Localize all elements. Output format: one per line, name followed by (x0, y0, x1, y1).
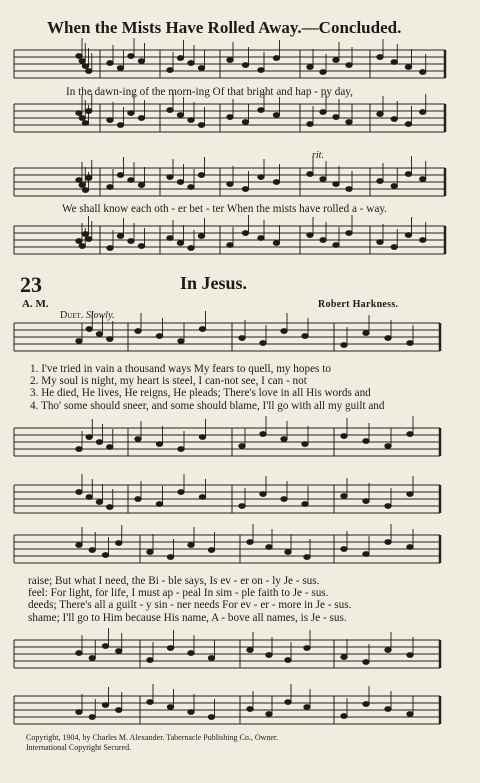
notehead (198, 173, 204, 178)
notehead (102, 644, 108, 649)
lyric-line-1: In the dawn-ing of the morn-ing Of that bright and hap - py day, (66, 86, 353, 98)
notehead (208, 656, 214, 661)
notehead (385, 707, 391, 712)
notehead (156, 442, 162, 447)
notehead (117, 66, 123, 71)
notehead (391, 117, 397, 122)
notehead (89, 715, 95, 720)
notehead (346, 231, 352, 236)
notehead (333, 115, 339, 120)
notehead (117, 173, 123, 178)
notehead (79, 116, 85, 121)
notehead (198, 123, 204, 128)
copyright-line: International Copyright Secured. (26, 742, 132, 752)
notehead (227, 182, 233, 187)
continued-title: When the Mists Have Rolled Away.—Concluded. (47, 18, 402, 37)
notehead (407, 653, 413, 658)
notehead (341, 714, 347, 719)
copyright-notice (26, 733, 278, 752)
notehead (116, 541, 122, 546)
notehead (307, 233, 313, 238)
stanza-line: 1. I've tried in vain a thousand ways My fears to quell, my hopes to (30, 363, 331, 375)
notehead (178, 490, 184, 495)
notehead (167, 705, 173, 710)
notehead (147, 658, 153, 663)
notehead (107, 61, 113, 66)
notehead (281, 497, 287, 502)
notehead (188, 61, 194, 66)
notehead (281, 329, 287, 334)
notehead (307, 172, 313, 177)
notehead (79, 183, 85, 188)
notehead (107, 337, 113, 342)
notehead (76, 710, 82, 715)
notehead (116, 708, 122, 713)
notehead (377, 240, 383, 245)
lyric-line-2: We shall know each oth - er bet - ter When the mists have rolled a - way. (62, 203, 387, 215)
notehead (178, 447, 184, 452)
notehead (76, 239, 82, 244)
notehead (405, 122, 411, 127)
notehead (227, 243, 233, 248)
notehead (86, 237, 92, 242)
notehead (128, 239, 134, 244)
notehead (320, 238, 326, 243)
notehead (239, 444, 245, 449)
notehead (227, 58, 233, 63)
notehead (407, 432, 413, 437)
notehead (117, 123, 123, 128)
notehead (260, 492, 266, 497)
stanza-line: deeds; There's all a guilt - y sin - ner needs For ev - er - more in Je - sus. (28, 599, 352, 612)
notehead (199, 495, 205, 500)
notehead (247, 648, 253, 653)
tempo-mark-rit: rit. (312, 150, 324, 161)
notehead (138, 183, 144, 188)
notehead (304, 646, 310, 651)
notehead (128, 178, 134, 183)
stanza-line: 2. My soul is night, my heart is steel, I can-not see, I can - not (30, 375, 307, 388)
notehead (76, 339, 82, 344)
notehead (341, 655, 347, 660)
notehead (302, 442, 308, 447)
notehead (76, 111, 82, 116)
notehead (86, 69, 92, 74)
notehead (346, 187, 352, 192)
notehead (76, 54, 82, 59)
notehead (307, 65, 313, 70)
stanza-block-1 (30, 363, 385, 412)
notehead (208, 715, 214, 720)
notehead (346, 120, 352, 125)
notehead (346, 63, 352, 68)
notehead (177, 56, 183, 61)
notehead (258, 175, 264, 180)
notehead (89, 656, 95, 661)
notehead (117, 234, 123, 239)
notehead (89, 548, 95, 553)
notehead (285, 700, 291, 705)
notehead (363, 702, 369, 707)
notehead (285, 658, 291, 663)
notehead (76, 178, 82, 183)
notehead (177, 113, 183, 118)
notehead (76, 543, 82, 548)
notehead (199, 435, 205, 440)
notehead (208, 548, 214, 553)
notehead (167, 555, 173, 560)
notehead (302, 502, 308, 507)
notehead (96, 332, 102, 337)
notehead (227, 115, 233, 120)
notehead (407, 341, 413, 346)
notehead (96, 440, 102, 445)
notehead (273, 241, 279, 246)
notehead (107, 118, 113, 123)
notehead (107, 505, 113, 510)
hymn-title: In Jesus. (180, 273, 248, 293)
notehead (102, 553, 108, 558)
notehead (391, 184, 397, 189)
notehead (260, 341, 266, 346)
notehead (147, 700, 153, 705)
notehead (239, 504, 245, 509)
notehead (86, 176, 92, 181)
notehead (304, 705, 310, 710)
notehead (363, 331, 369, 336)
notehead (82, 232, 88, 237)
notehead (320, 177, 326, 182)
notehead (405, 172, 411, 177)
notehead (302, 334, 308, 339)
performance-directions (60, 310, 114, 321)
hymn-number: 23 (20, 272, 42, 297)
notehead (391, 245, 397, 250)
stanza-line: feel: For light, for life, I must ap - peal In sim - ple faith to Je - sus. (28, 587, 329, 600)
notehead (407, 492, 413, 497)
notehead (341, 434, 347, 439)
notehead (363, 660, 369, 665)
notehead (135, 497, 141, 502)
notehead (242, 63, 248, 68)
notehead (260, 432, 266, 437)
notehead (198, 66, 204, 71)
notehead (188, 185, 194, 190)
notehead (320, 110, 326, 115)
notehead (188, 710, 194, 715)
notehead (242, 231, 248, 236)
notehead (407, 545, 413, 550)
stanza-block-2 (28, 575, 351, 624)
notehead (377, 112, 383, 117)
notehead (178, 339, 184, 344)
notehead (420, 238, 426, 243)
notehead (247, 540, 253, 545)
notehead (266, 712, 272, 717)
notehead (281, 437, 287, 442)
notehead (285, 550, 291, 555)
notehead (167, 108, 173, 113)
notehead (79, 59, 85, 64)
notehead (167, 68, 173, 73)
notehead (86, 435, 92, 440)
notehead (258, 108, 264, 113)
notehead (76, 651, 82, 656)
notehead (138, 59, 144, 64)
notehead (177, 241, 183, 246)
notehead (363, 439, 369, 444)
notehead (107, 246, 113, 251)
part-label: Duet. (60, 310, 84, 321)
notehead (258, 68, 264, 73)
notehead (86, 327, 92, 332)
notehead (341, 343, 347, 348)
notehead (333, 182, 339, 187)
notehead (363, 499, 369, 504)
tempo-label: Slowly. (85, 310, 115, 321)
composer-credit: Robert Harkness. (318, 299, 399, 310)
notehead (407, 712, 413, 717)
notehead (266, 545, 272, 550)
notehead (135, 329, 141, 334)
notehead (82, 64, 88, 69)
notehead (82, 188, 88, 193)
notehead (188, 651, 194, 656)
notehead (86, 495, 92, 500)
notehead (266, 653, 272, 658)
notehead (82, 121, 88, 126)
notehead (247, 707, 253, 712)
notehead (405, 233, 411, 238)
notehead (167, 175, 173, 180)
stanza-line: 3. He died, He lives, He reigns, He pleads; There's love in all His words and (30, 387, 371, 400)
notehead (320, 70, 326, 75)
notehead (385, 540, 391, 545)
notehead (239, 336, 245, 341)
notehead (333, 58, 339, 63)
notehead (128, 111, 134, 116)
notehead (405, 65, 411, 70)
notehead (363, 552, 369, 557)
notehead (258, 236, 264, 241)
notehead (167, 646, 173, 651)
notehead (420, 70, 426, 75)
notehead (102, 703, 108, 708)
notehead (198, 234, 204, 239)
notehead (199, 327, 205, 332)
notehead (385, 336, 391, 341)
notehead (341, 494, 347, 499)
stanza-line: shame; I'll go to Him because His name, A - bove all names, is Je - sus. (28, 611, 347, 624)
notehead (156, 334, 162, 339)
notehead (391, 60, 397, 65)
notehead (107, 445, 113, 450)
notehead (341, 547, 347, 552)
notehead (307, 122, 313, 127)
notehead (138, 116, 144, 121)
notehead (333, 243, 339, 248)
notehead (377, 179, 383, 184)
notehead (188, 246, 194, 251)
notehead (96, 500, 102, 505)
notehead (167, 236, 173, 241)
notehead (377, 55, 383, 60)
notehead (135, 437, 141, 442)
notehead (86, 109, 92, 114)
notehead (273, 56, 279, 61)
notehead (188, 543, 194, 548)
stanza-line: 4. Tho' some should sneer, and some should blame, I'll go with all my guilt and (30, 399, 385, 412)
copyright-line: Copyright, 1904, by Charles M. Alexander. Tabernacle Publishing Co., Owner. (26, 733, 279, 742)
notehead (177, 180, 183, 185)
notehead (273, 180, 279, 185)
notehead (156, 502, 162, 507)
notehead (147, 550, 153, 555)
notehead (242, 120, 248, 125)
notehead (385, 648, 391, 653)
notehead (116, 649, 122, 654)
notehead (79, 244, 85, 249)
notehead (273, 113, 279, 118)
notehead (242, 187, 248, 192)
notehead (420, 110, 426, 115)
notehead (385, 444, 391, 449)
words-credit: A. M. (22, 298, 49, 310)
notehead (385, 504, 391, 509)
stanza-line: raise; But what I need, the Bi - ble says, Is ev - er on - ly Je - sus. (28, 575, 320, 587)
notehead (420, 177, 426, 182)
notehead (128, 54, 134, 59)
notehead (138, 244, 144, 249)
notehead (107, 185, 113, 190)
notehead (76, 447, 82, 452)
notehead (188, 118, 194, 123)
notehead (304, 555, 310, 560)
notehead (76, 490, 82, 495)
